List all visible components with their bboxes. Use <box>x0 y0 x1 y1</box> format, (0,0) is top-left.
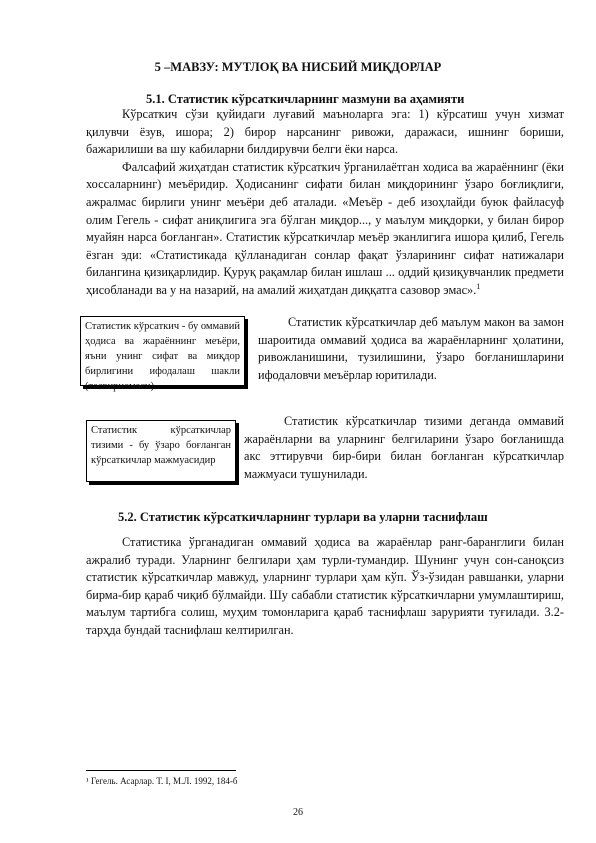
paragraph-2 <box>86 159 564 300</box>
chapter-title: 5 –МАВЗУ: МУТЛОҚ ВА НИСБИЙ МИҚДОРЛАР <box>154 60 442 74</box>
footnote: ¹ Гегель. Асарлар. Т. I, М.Л. 1992, 184-б <box>86 776 238 786</box>
definition-box-system: Статистик кўрсаткичлар тизими - бу ўзаро боғланган кўрсаткичлар мажмуасидир <box>86 420 236 482</box>
footnote-ref: 1 <box>476 281 481 291</box>
section-2-heading: 5.2. Статистик кўрсаткичларнинг турлари ва уларни таснифлаш <box>118 510 488 524</box>
section-2-body <box>86 534 564 640</box>
paragraph-5: Статистика ўрганадиган оммавий ҳодиса ва жараёнлар ранг-баранглиги билан ажралиб туради. Уларнинг белгилари ҳам турли-тумандир. Шунинг учун сон-саноқсиз статистик кўрсаткичлар мавжуд, уларнинг турлари ҳам кўп. Ўз-ўзидан равшанки, уларни бирма-бир қараб чиқиб бўлмайди. Шу сабабли статистик кўрсаткичларни умумлаштириш, маълум тартибга солиш, муҳим томонларига қараб таснифлаш зарурияти туғилади. 3.2-тарҳда бундай таснифлаш келтирилган. <box>86 535 564 637</box>
footnote-divider <box>86 770 236 771</box>
section-1-heading: 5.1. Статистик кўрсаткичларнинг мазмуни ва аҳамияти <box>146 92 465 106</box>
paragraph-3: Статистик кўрсаткичлар деб маълум макон ва замон шароитида оммавий ҳодиса ва жараёнларнинг ҳолатини, ривожланишини, тузилишини, ўзаро боғланишларини ифодаловчи меъёрлар юритилади. <box>258 315 564 382</box>
section-1-p3 <box>258 314 564 384</box>
paragraph-1: Кўрсаткич сўзи қуйидаги луғавий маъноларга эга: 1) кўрсатиш учун хизмат қилувчи ёзув, ишора; 2) бирор нарсанинг ривожи, даражаси, ишнинг бориши, бажарилиши ва шу кабиларни билдирувчи белги ёки нарса. <box>86 107 564 157</box>
page-number: 26 <box>293 807 303 818</box>
definition-box-indicator: Статистик кўрсаткич - бу оммавий ҳодиса ва жараённинг меъёри, яъни унинг сифат ва миқдор бирлигини ифодалаш шакли (тасвирномаси) <box>80 316 245 386</box>
section-1-p4 <box>244 413 564 483</box>
paragraph-2-text: Фалсафий жиҳатдан статистик кўрсаткич ўрганилаётган ходиса ва жараённинг (ёки хоссаларнинг) меъёридир. Ҳодисанинг сифати билан миқдорининг ўзаро боғлиқлиги, ажралмас бирлиги унинг меъёри деб аталади. «Меъёр - деб изоҳлайди буюк файласуф олим Гегель - сифат аниқлигига эга бўлган миқдор..., у маълум миқдорки, у билан бирор муайян нарса боғланган». Статистик кўрсаткичлар меъёр эканлигига ишора қилиб, Гегель ёзган эди: «Статистикада қўлланадиган сонлар фақат ўзларининг сифат натижалари билангина қизиқарлидир. Қуруқ рақамлар билан ишлаш ... оддий қизиқувчанлик предмети ҳисобланади ва у на назарий, на амалий жиҳатдан диққатга сазовор эмас». <box>86 159 564 297</box>
section-1-intro <box>86 106 564 300</box>
paragraph-4: Статистик кўрсаткичлар тизими деганда оммавий жараёнларни ва уларнинг белгиларини ўзаро боғланишда акс эттирувчи бир-бири билан боғланган кўрсаткичлар мажмуаси тушунилади. <box>244 414 564 481</box>
